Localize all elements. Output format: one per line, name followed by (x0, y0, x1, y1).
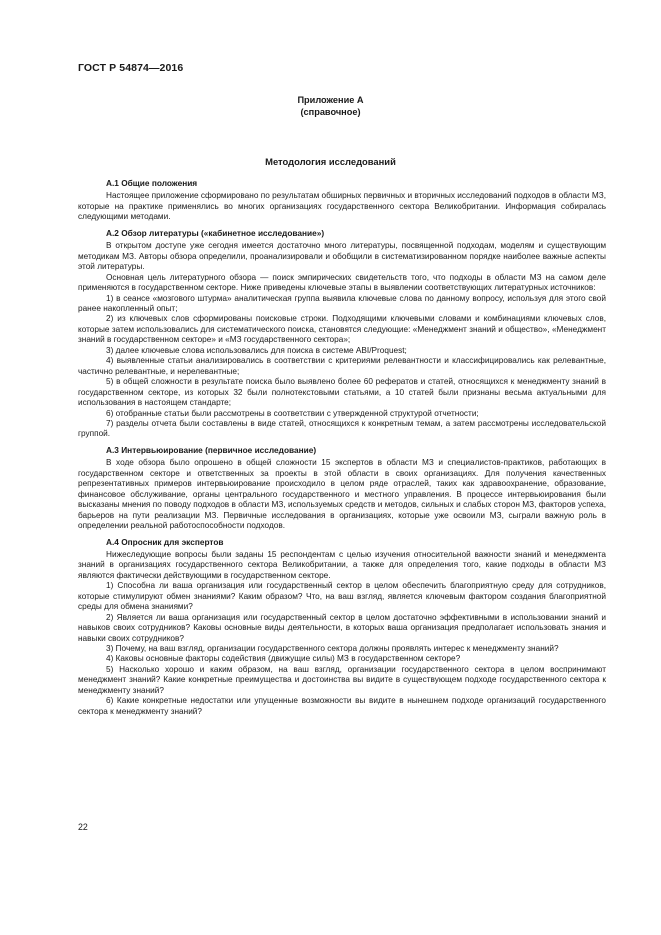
question-item: 2) Является ли ваша организация или государственный сектор в целом достаточно эффективными в использовании знаний и навыков своих сотрудников? Каковы основные виды деятельности, в которых ваша организация предполагает использовать знания и навыки своих сотрудников? (78, 612, 606, 643)
question-item: 5) Насколько хорошо и каким образом, на ваш взгляд, организации государственного сектора в целом воспринимают менеджмент знаний? Какие конкретные преимущества и достоинства вы видите в существующем подходе государственного сектора к менеджменту знаний? (78, 664, 606, 695)
section-a4 (78, 537, 606, 718)
paragraph: Нижеследующие вопросы были заданы 15 респондентам с целью изучения относительной важности знаний и менеджмента знаний в организациях государственного сектора Великобритании, а также для определения того, какие подходы в области МЗ являются фактически действующими в государственном секторе. (78, 549, 606, 580)
section-heading: А.2 Обзор литературы («кабинетное исследование») (106, 227, 325, 238)
question-item: 4) Каковы основные факторы содействия (движущие силы) МЗ в государственном секторе? (106, 654, 461, 664)
section-heading: А.4 Опросник для экспертов (106, 536, 224, 547)
list-item: 5) в общей сложности в результате поиска было выявлено более 60 рефератов и статей, относящихся к менеджменту знаний в государственном секторе, из которых 32 были полнотекстовыми статьями, а 10 статей были признаны весьма актуальными для использования в настоящем стандарте; (78, 377, 606, 408)
list-item: 1) в сеансе «мозгового штурма» аналитическая группа выявила ключевые слова по данному вопросу, используя для этого свой ранее накопленный опыт; (78, 293, 606, 313)
section-a3 (78, 445, 606, 532)
paragraph: Основная цель литературного обзора — поиск эмпирических свидетельств того, что подходы в области МЗ на самом деле применяются в государственном секторе. Ниже приведены ключевые этапы в выявлении соответствующих литературных источников: (78, 272, 606, 293)
section-a1 (78, 178, 606, 223)
question-item: 6) Какие конкретные недостатки или упущенные возможности вы видите в нынешнем подходе организаций государственного сектора к менеджменту знаний? (78, 696, 606, 716)
appendix-title: Приложение А (297, 95, 364, 105)
section-heading: А.1 Общие положения (106, 178, 198, 188)
list-item: 3) далее ключевые слова использовались для поиска в системе ABI/Proquest; (106, 345, 407, 355)
list-item: 6) отобранные статьи были рассмотрены в соответствии с утвержденной структурой отчетности; (106, 408, 479, 418)
list-item: 7) разделы отчета были составлены в виде статей, относящихся к конкретным темам, а затем рассмотрены исследовательской группой. (78, 418, 606, 439)
paragraph: В ходе обзора было опрошено в общей сложности 15 экспертов в области МЗ и специалистов-практиков, работающих в государственном секторе и ответственных за проекты в этой области в своих организациях. Для получения качественных репрезентативных примеров интервьюирование происходило в целом ряде отраслей, таких как здравоохранение, образование, финансовое обслуживание, органы центрального государственного и местного управления. В процессе интервьюирования были высказаны мнения по поводу подходов в области МЗ, используемых средств и методов, сильных и слабых сторон МЗ, факторов успеха, барьеров на пути реализации МЗ. Первичные исследования в организациях, которые уже освоили МЗ, сыграли важную роль в определении реальной работоспособности подходов. (78, 458, 606, 531)
page-number: 22 (78, 822, 88, 832)
section-heading: А.3 Интервьюирование (первичное исследование) (106, 444, 317, 455)
paragraph: В открытом доступе уже сегодня имеется достаточно много литературы, посвященной подходам, моделям и существующим методикам МЗ. Авторы обзора определили, проанализировали и обобщили в систематизированном порядке наиболее важные аспекты этой литературы. (78, 241, 606, 272)
main-title: Методология исследований (265, 156, 396, 167)
question-item: 3) Почему, на ваш взгляд, организации государственного сектора должны проявлять интерес к менеджменту знаний? (106, 644, 559, 654)
document-body (78, 178, 606, 717)
question-item: 1) Способна ли ваша организация или государственный сектор в целом обеспечить благоприятную среду для сотрудников, которые стимулируют обмен знаниями? Каким образом? Что, на ваш взгляд, является ключевым фактором создания благоприятной среды для обмена знаниями? (78, 581, 606, 612)
list-item: 4) выявленные статьи анализировались в соответствии с критериями релевантности и классифицировались как релевантные, частично релевантные, и нерелевантные; (78, 356, 606, 376)
standard-designation: ГОСТ Р 54874—2016 (78, 62, 184, 74)
list-item: 2) из ключевых слов сформированы поисковые строки. Подходящими ключевыми словами и комбинациями ключевых слов, которые затем использовались для систематического поиска, становятся следующие: «Менеджмент знаний и общество», «Менеджмент знаний в государственном секторе» и «МЗ государственного сектора»; (78, 314, 606, 345)
paragraph: Настоящее приложение сформировано по результатам обширных первичных и вторичных исследований подходов в области МЗ, которые на практике применялись во многих организациях государственного сектора Великобритании. Информация собиралась следующими методами. (78, 191, 606, 222)
appendix-subtitle: (справочное) (300, 107, 361, 117)
section-a2 (78, 228, 606, 440)
